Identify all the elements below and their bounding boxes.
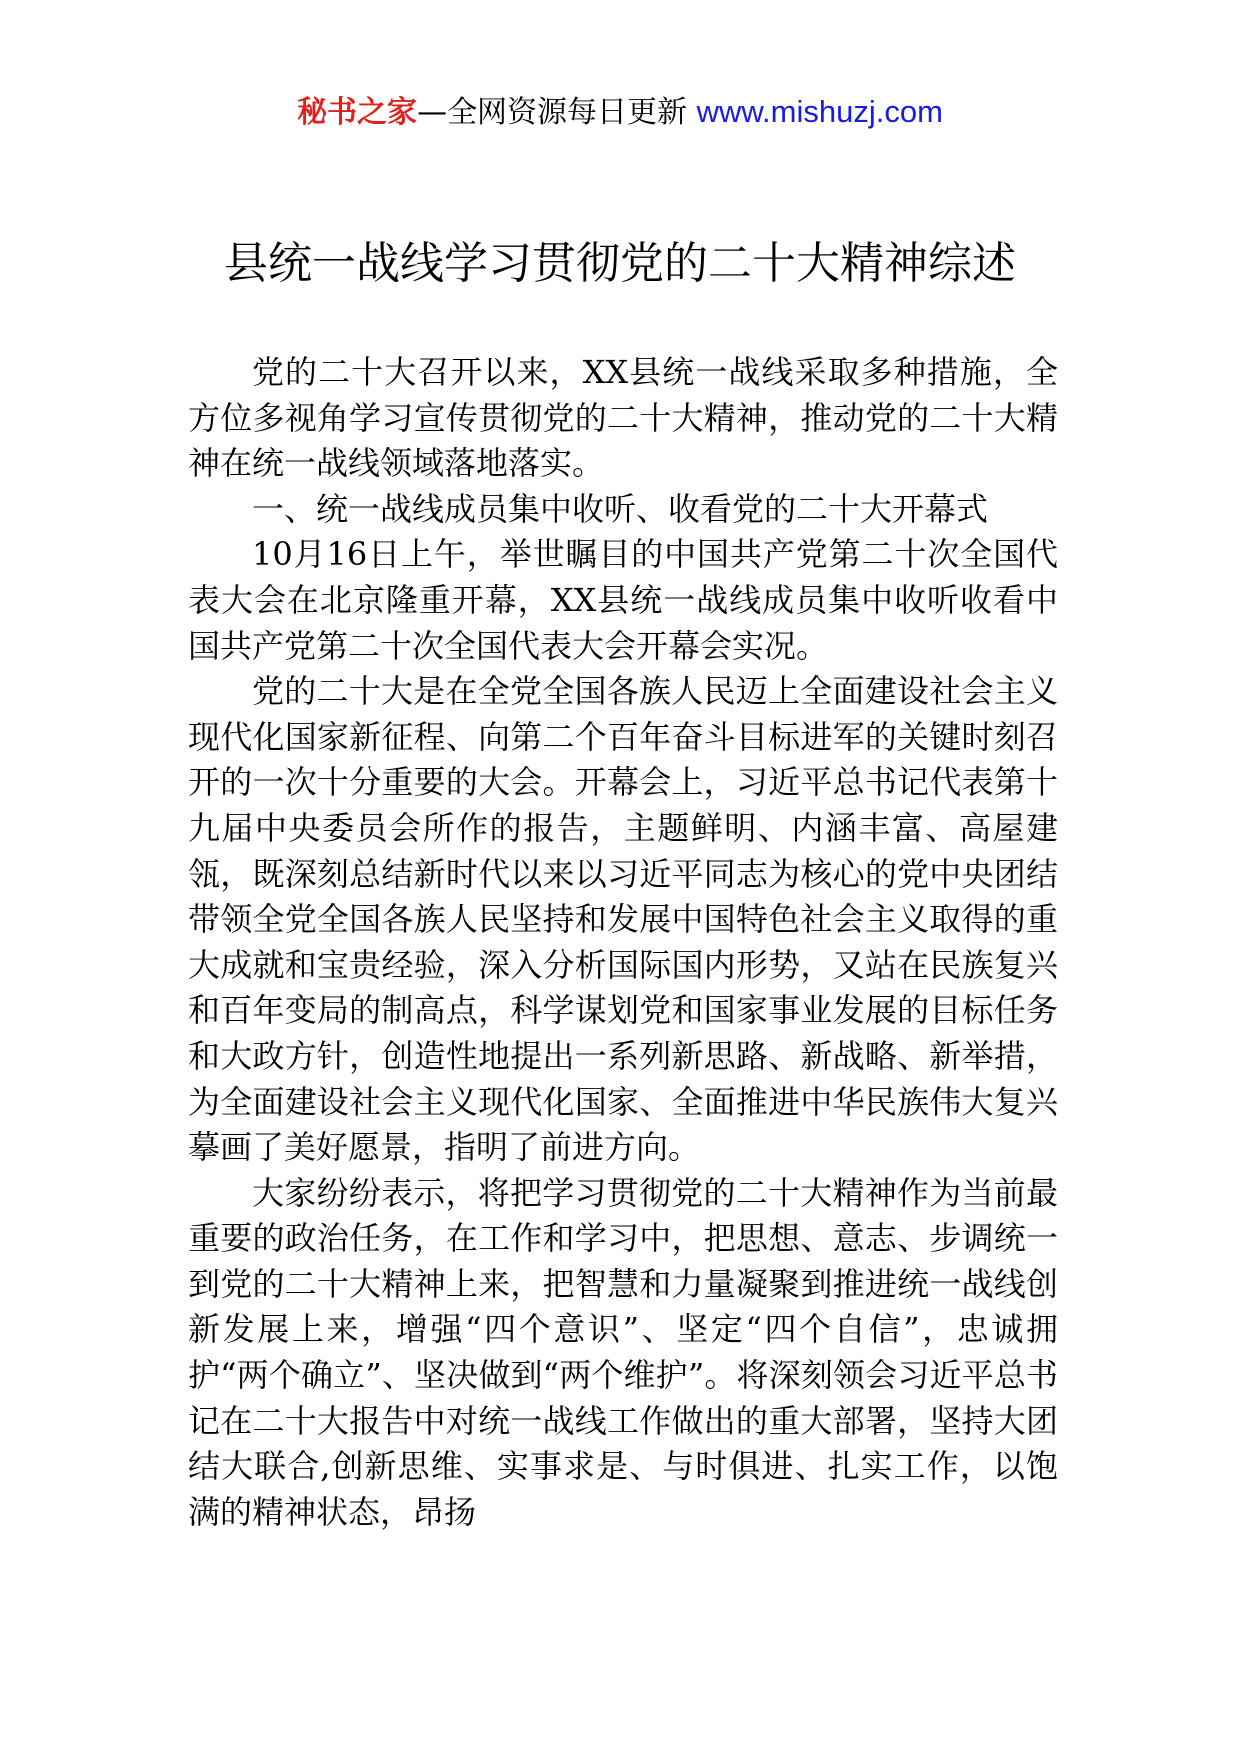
paragraph: 大家纷纷表示，将把学习贯彻党的二十大精神作为当前最重要的政治任务，在工作和学习中，把思想、意志、步调统一到党的二十大精神上来，把智慧和力量凝聚到推进统一战线创新发展上来，增强“四个意识”、坚定“四个自信”，忠诚拥护“两个确立”、坚决做到“两个维护”。将深刻领会习近平总书记在二十大报告中对统一战线工作做出的重大部署，坚持大团结大联合,创新思维、实事求是、与时俱进、扎实工作，以饱满的精神状态，昂扬 [188,1173,1058,1531]
paragraph-intro: 党的二十大召开以来，XX县统一战线采取多种措施，全方位多视角学习宣传贯彻党的二十大精神，推动党的二十大精神在统一战线领域落地落实。 [188,353,1058,483]
document-title: 县统一战线学习贯彻党的二十大精神综述 [224,238,1016,289]
document-body [188,350,1058,1535]
header-slogan: —全网资源每日更新 [417,95,688,130]
section-heading-1: 一、统一战线成员集中收听、收看党的二十大开幕式 [252,489,989,528]
paragraph: 10月16日上午，举世瞩目的中国共产党第二十次全国代表大会在北京隆重开幕，XX县统一战线成员集中收听收看中国共产党第二十次全国代表大会开幕会实况。 [188,535,1058,665]
brand-name: 秘书之家 [297,95,418,130]
paragraph: 党的二十大是在全党全国各族人民迈上全面建设社会主义现代化国家新征程、向第二个百年奋斗目标进军的关键时刻召开的一次十分重要的大会。开幕会上，习近平总书记代表第十九届中央委员会所作的报告，主题鲜明、内涵丰富、高屋建瓴，既深刻总结新时代以来以习近平同志为核心的党中央团结带领全党全国各族人民坚持和发展中国特色社会主义取得的重大成就和宝贵经验，深入分析国际国内形势，又站在民族复兴和百年变局的制高点，科学谋划党和国家事业发展的目标任务和大政方针，创造性地提出一系列新思路、新战略、新举措，为全面建设社会主义现代化国家、全面推进中华民族伟大复兴摹画了美好愿景，指明了前进方向。 [188,672,1058,1167]
site-header [0,92,1240,133]
site-url-link[interactable]: www.mishuzj.com [696,94,943,129]
